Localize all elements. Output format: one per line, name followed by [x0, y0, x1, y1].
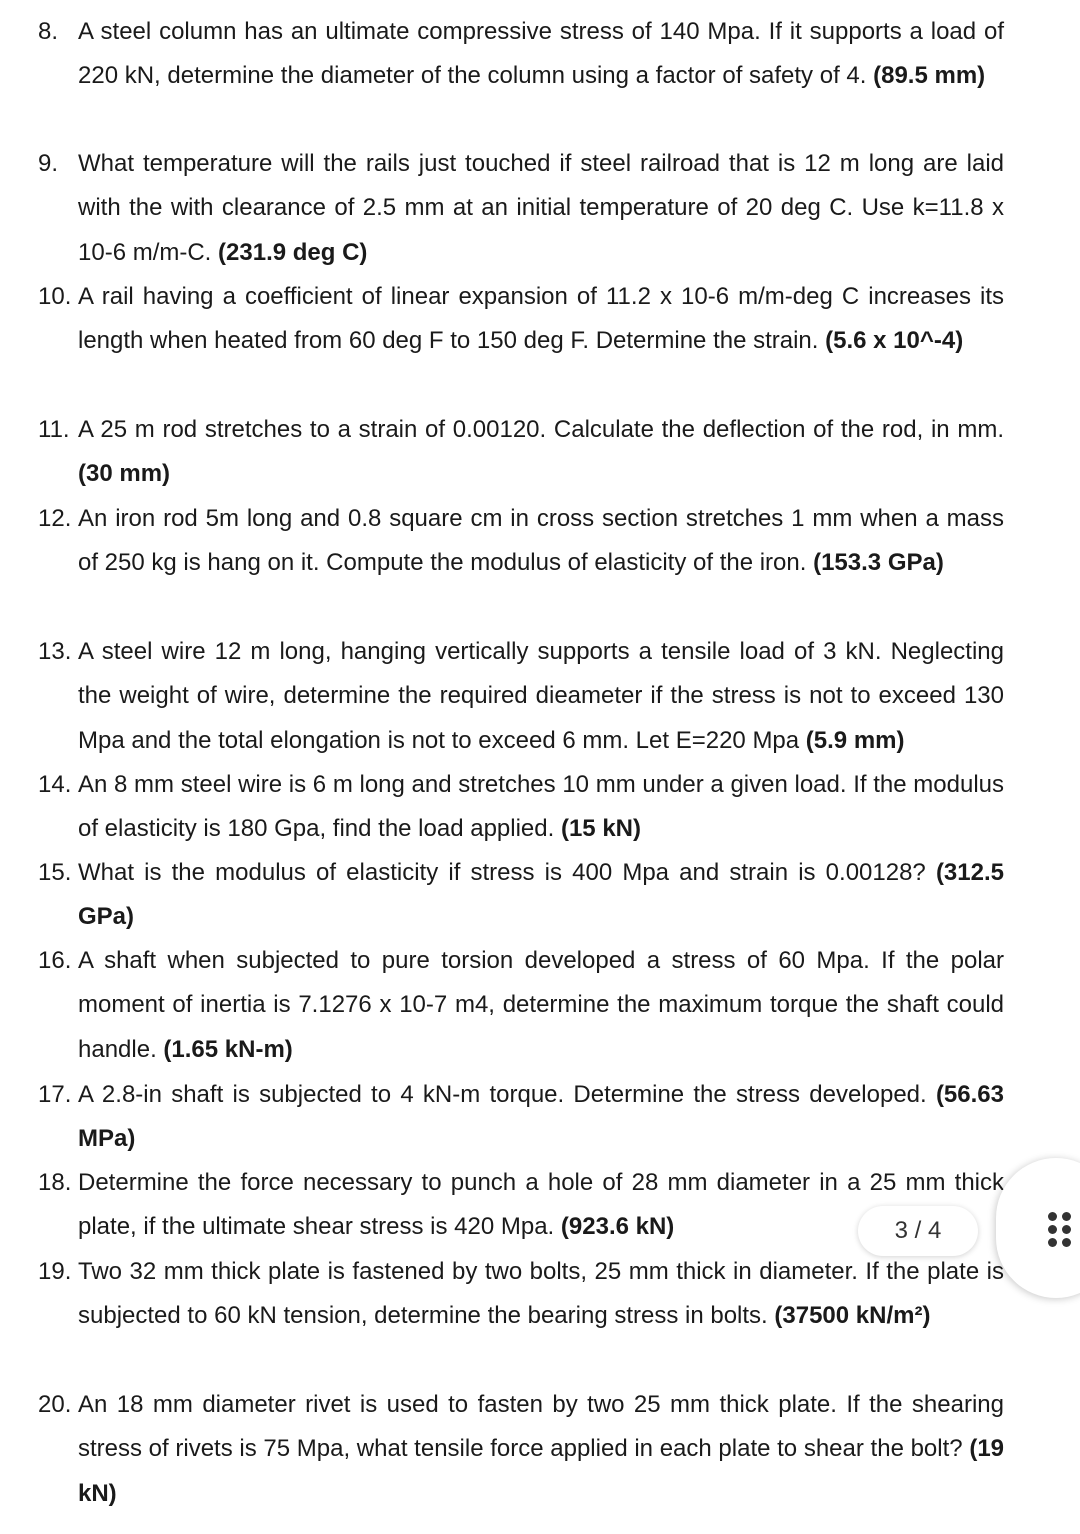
problem-text: A 2.8-in shaft is subjected to 4 kN-m torque. Determine the stress developed.: [78, 1081, 927, 1108]
problem-number: 12.: [38, 505, 72, 532]
problem-answer: (37500 kN/m²): [774, 1302, 931, 1330]
problem-text: A steel wire 12 m long, hanging vertically supports a tensile load of 3 kN. Neglecting the weight of wire, determine the required dieameter if the stress is not to exceed 130 Mpa and the total elongation is not to exceed 6 mm. Let E=220 Mpa: [78, 638, 1004, 754]
problem-text: What temperature will the rails just touched if steel railroad that is 12 m long are laid with the with clearance of 2.5 mm at an initial temperature of 20 deg C. Use k=11.8 x 10-6 m/m-C.: [78, 150, 1004, 266]
problem-item: [0, 1161, 1004, 1250]
problem-item: [0, 142, 1004, 275]
problem-answer: (15 kN): [560, 815, 641, 843]
problem-answer: (312.5 GPa): [78, 859, 1004, 931]
problem-number: 13.: [38, 638, 72, 665]
problem-item: [0, 939, 1004, 1072]
problem-item: [0, 1383, 1004, 1516]
problem-answer: (1.65 kN-m): [163, 1035, 293, 1063]
problem-item: [0, 408, 1004, 497]
problem-text: A rail having a coefficient of linear expansion of 11.2 x 10-6 m/m-deg C increases its length when heated from 60 deg F to 150 deg F. Determine the strain.: [78, 283, 1004, 355]
problem-answer: (30 mm): [78, 460, 171, 488]
problem-item: [0, 1250, 1004, 1339]
problem-text: What is the modulus of elasticity if stress is 400 Mpa and strain is 0.00128?: [78, 859, 926, 886]
drag-dots-icon[interactable]: [1048, 1212, 1072, 1248]
problem-answer: (923.6 kN): [560, 1213, 675, 1241]
problem-answer: (5.6 x 10^-4): [825, 327, 964, 355]
problem-number: 11.: [38, 416, 70, 443]
problem-item: [0, 10, 1004, 99]
problem-answer: (231.9 deg C): [218, 238, 368, 266]
problem-item: [0, 851, 1004, 940]
problem-text: An 8 mm steel wire is 6 m long and stretches 10 mm under a given load. If the modulus of elasticity is 180 Gpa, find the load applied.: [78, 771, 1004, 843]
problem-answer: (19 kN): [78, 1435, 1005, 1507]
problem-text: A steel column has an ultimate compressive stress of 140 Mpa. If it supports a load of 220 kN, determine the diameter of the column using a factor of safety of 4.: [78, 18, 1004, 90]
problem-item: [0, 1073, 1004, 1162]
problem-number: 15.: [38, 859, 72, 886]
problem-text: An 18 mm diameter rivet is used to fasten by two 25 mm thick plate. If the shearing stress of rivets is 75 Mpa, what tensile force applied in each plate to shear the bolt?: [78, 1391, 1004, 1463]
problem-number: 9.: [38, 150, 59, 177]
problem-answer: (153.3 GPa): [813, 549, 944, 577]
problem-item: [0, 763, 1004, 852]
problem-number: 17.: [38, 1081, 72, 1108]
problem-text: A 25 m rod stretches to a strain of 0.00120. Calculate the deflection of the rod, in mm.: [78, 416, 1004, 443]
problem-text: Determine the force necessary to punch a hole of 28 mm diameter in a 25 mm thick plate, if the ultimate shear stress is 420 Mpa.: [78, 1169, 1004, 1241]
problem-text: Two 32 mm thick plate is fastened by two bolts, 25 mm thick in diameter. If the plate is subjected to 60 kN tension, determine the bearing stress in bolts.: [78, 1258, 1004, 1330]
problem-number: 10.: [38, 283, 72, 310]
problem-number: 16.: [38, 947, 72, 974]
problem-answer: (56.63 MPa): [78, 1081, 1004, 1153]
problem-number: 18.: [38, 1169, 72, 1196]
problem-item: [0, 497, 1004, 586]
problem-item: [0, 275, 1004, 364]
problem-item: [0, 630, 1004, 763]
problem-number: 14.: [38, 771, 72, 798]
problem-number: 8.: [38, 18, 59, 45]
problem-answer: (89.5 mm): [873, 62, 986, 90]
page-indicator: 3 / 4: [858, 1206, 978, 1256]
problem-number: 19.: [38, 1258, 72, 1285]
problem-answer: (5.9 mm): [805, 726, 905, 754]
problem-text: A shaft when subjected to pure torsion developed a stress of 60 Mpa. If the polar moment of inertia is 7.1276 x 10-7 m4, determine the maximum torque the shaft could handle.: [78, 947, 1004, 1063]
problem-number: 20.: [38, 1391, 72, 1418]
problem-text: An iron rod 5m long and 0.8 square cm in cross section stretches 1 mm when a mass of 250 kg is hang on it. Compute the modulus of elasticity of the iron.: [78, 505, 1004, 577]
